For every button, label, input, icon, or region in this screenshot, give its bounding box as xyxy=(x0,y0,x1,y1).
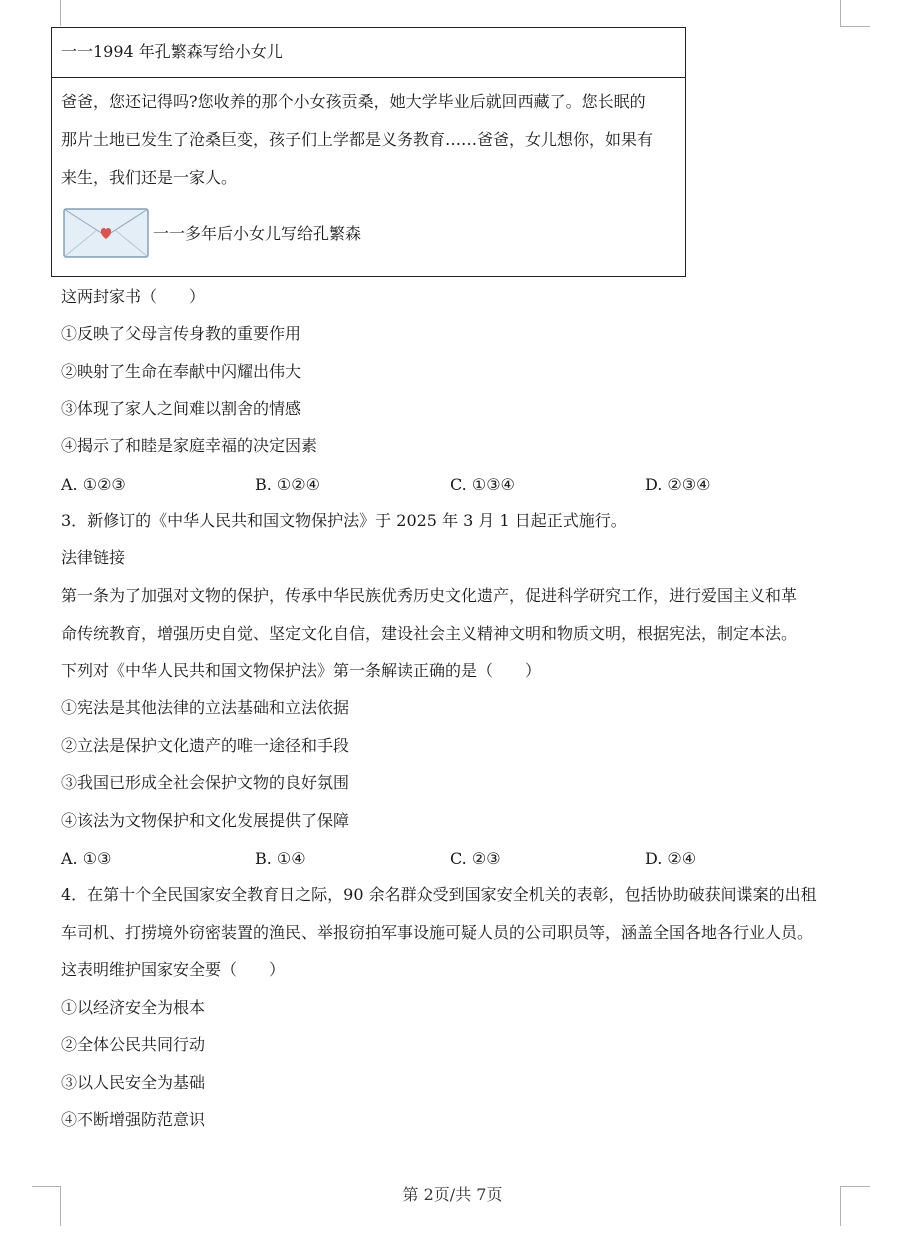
q3-law-line-2: 命传统教育，增强历史自觉、坚定文化自信，建设社会主义精神文明和物质文明，根据宪法，制定本法。 xyxy=(61,624,798,643)
crop-mark-top-right-h xyxy=(840,26,870,27)
letter-line-1: 爸爸，您还记得吗?您收养的那个小女孩贡桑，她大学毕业后就回西藏了。您长眠的 xyxy=(61,92,646,111)
q2-option-b[interactable]: B. ①②④ xyxy=(255,475,320,494)
q2-item-1: ①反映了父母言传身教的重要作用 xyxy=(61,324,302,343)
q4-question: 这表明维护国家安全要（ ） xyxy=(61,960,286,979)
quote-daughter-letter: 一一多年后小女儿写给孔繁森 xyxy=(153,224,362,243)
letter-line-2: 那片土地已发生了沧桑巨变，孩子们上学都是义务教育……爸爸，女儿想你，如果有 xyxy=(61,130,654,149)
crop-mark-top-right xyxy=(840,0,841,26)
q3-item-2: ②立法是保护文化遗产的唯一途径和手段 xyxy=(61,736,350,755)
q3-option-d[interactable]: D. ②④ xyxy=(645,849,697,868)
letter-box xyxy=(51,27,686,277)
q4-stem-line-2: 车司机、打捞境外窃密装置的渔民、举报窃拍军事设施可疑人员的公司职员等，涵盖全国各地各行业人员。 xyxy=(61,923,814,942)
crop-mark-top-left xyxy=(60,0,61,26)
q3-option-a[interactable]: A. ①③ xyxy=(61,849,112,868)
q4-item-4: ④不断增强防范意识 xyxy=(61,1110,206,1129)
box-divider xyxy=(52,77,685,78)
q4-stem-line-1: 4．在第十个全民国家安全教育日之际，90 余名群众受到国家安全机关的表彰，包括协助破获间谍案的出租 xyxy=(61,885,817,904)
q2-option-d[interactable]: D. ②③④ xyxy=(645,475,711,494)
q3-law-line-1: 第一条为了加强对文物的保护，传承中华民族优秀历史文化遗产，促进科学研究工作，进行爱国主义和革 xyxy=(61,586,798,605)
q3-stem: 3．新修订的《中华人民共和国文物保护法》于 2025 年 3 月 1 日起正式施行。 xyxy=(61,511,627,530)
q2-stem: 这两封家书（ ） xyxy=(61,287,206,306)
q4-item-2: ②全体公民共同行动 xyxy=(61,1035,206,1054)
q3-question: 下列对《中华人民共和国文物保护法》第一条解读正确的是（ ） xyxy=(61,661,542,680)
q4-item-1: ①以经济安全为根本 xyxy=(61,998,206,1017)
q2-item-2: ②映射了生命在奉献中闪耀出伟大 xyxy=(61,362,302,381)
q3-item-1: ①宪法是其他法律的立法基础和立法依据 xyxy=(61,698,350,717)
q2-item-4: ④揭示了和睦是家庭幸福的决定因素 xyxy=(61,436,318,455)
page-number: 第 2页/共 7页 xyxy=(402,1185,503,1204)
q3-item-4: ④该法为文物保护和文化发展提供了保障 xyxy=(61,811,350,830)
letter-line-3: 来生，我们还是一家人。 xyxy=(61,168,238,187)
q4-item-3: ③以人民安全为基础 xyxy=(61,1073,206,1092)
q3-law-heading: 法律链接 xyxy=(61,548,126,567)
q2-option-a[interactable]: A. ①②③ xyxy=(61,475,126,494)
q2-option-c[interactable]: C. ①③④ xyxy=(450,475,515,494)
envelope-heart-icon xyxy=(63,208,149,258)
q3-option-c[interactable]: C. ②③ xyxy=(450,849,501,868)
q2-item-3: ③体现了家人之间难以割舍的情感 xyxy=(61,399,302,418)
q3-item-3: ③我国已形成全社会保护文物的良好氛围 xyxy=(61,773,350,792)
quote-father-letter: 一一1994 年孔繁森写给小女儿 xyxy=(61,42,283,61)
q3-option-b[interactable]: B. ①④ xyxy=(255,849,306,868)
